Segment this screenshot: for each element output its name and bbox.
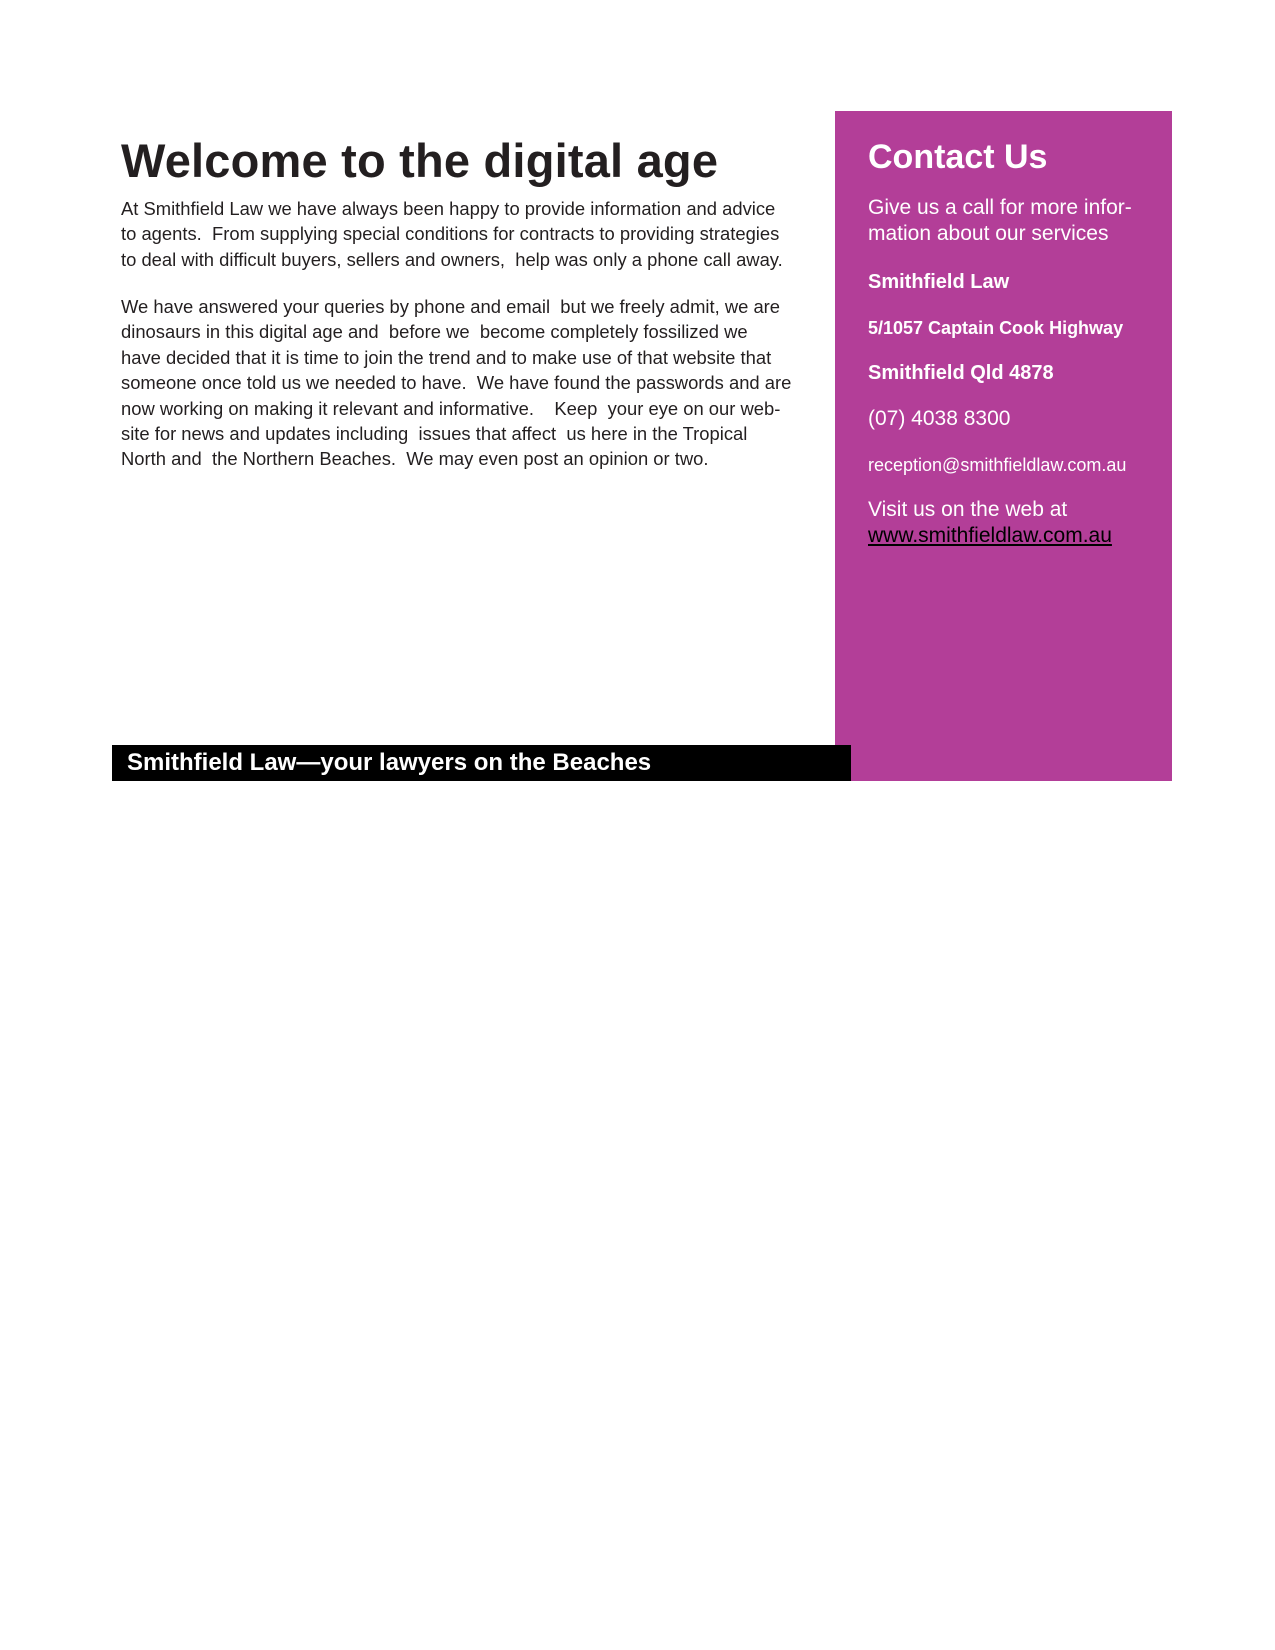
intro-paragraph (121, 196, 811, 272)
paragraph-line: now working on making it relevant and informative. Keep your eye on our web- (121, 397, 781, 419)
contact-title: Contact Us (868, 138, 1048, 176)
contact-intro (868, 195, 1132, 246)
paragraph-line: North and the Northern Beaches. We may even post an opinion or two. (121, 448, 709, 470)
paragraph-line: At Smithfield Law we have always been happy to provide information and advice (121, 198, 776, 219)
tagline-bar (112, 745, 851, 781)
tagline: Smithfield Law—your lawyers on the Beaches (127, 749, 652, 776)
contact-intro-line: Give us a call for more infor- (868, 196, 1132, 219)
paragraph-line: We have answered your queries by phone and email but we freely admit, we are (121, 296, 781, 317)
paragraph-line: dinosaurs in this digital age and before we become completely fossilized we (121, 321, 748, 343)
website-link[interactable]: www.smithfieldlaw.com.au (868, 524, 1112, 547)
paragraph-line: to agents. From supplying special conditions for contracts to providing strategies (121, 223, 780, 245)
paragraph-line: someone once told us we needed to have. We have found the passwords and are (121, 372, 792, 394)
paragraph-line: site for news and updates including issues that affect us here in the Tropical (121, 423, 748, 445)
contact-panel (835, 111, 1172, 781)
visit-label: Visit us on the web at (868, 498, 1068, 521)
page-title: Welcome to the digital age (121, 134, 719, 187)
suburb-address: Smithfield Qld 4878 (868, 362, 1054, 384)
phone-number[interactable]: (07) 4038 8300 (868, 407, 1011, 430)
contact-intro-line: mation about our services (868, 221, 1109, 245)
street-address: 5/1057 Captain Cook Highway (868, 318, 1124, 338)
paragraph-line: to deal with difficult buyers, sellers and owners, help was only a phone call away. (121, 248, 783, 270)
body-paragraph (121, 294, 811, 472)
email-address[interactable]: reception@smithfieldlaw.com.au (868, 455, 1127, 475)
paragraph-line: have decided that it is time to join the trend and to make use of that website that (121, 346, 772, 368)
firm-name: Smithfield Law (868, 271, 1010, 293)
